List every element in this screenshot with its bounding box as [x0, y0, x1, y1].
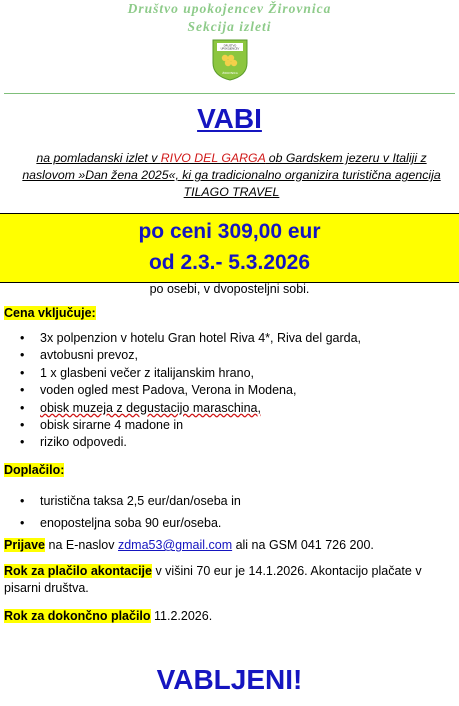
list-item: • 1 x glasbeni večer z italijanskim hrano,: [20, 365, 254, 380]
svg-text:UPOKOJENCEV: UPOKOJENCEV: [220, 47, 239, 51]
list-item: • turistična taksa 2,5 eur/dan/oseba in: [20, 494, 241, 508]
organization-logo: [211, 39, 249, 81]
list-item: • voden ogled mest Padova, Verona in Modena,: [20, 383, 297, 398]
includes-list: [20, 330, 361, 452]
list-item: • enoposteljna soba 90 eur/oseba.: [20, 516, 222, 530]
list-item: • avtobusni prevoz,: [20, 348, 138, 363]
date-line: od 2.3.- 5.3.2026: [148, 251, 311, 274]
svg-text:DRUŠTVO: DRUŠTVO: [223, 44, 236, 48]
list-item: • obisk sirarne 4 madone in: [20, 418, 184, 433]
final-payment-info: Rok za dokončno plačilo 11.2.2026.: [4, 609, 213, 623]
org-name: Društvo upokojencev Žirovnica: [127, 1, 332, 16]
page-title: VABI: [197, 103, 262, 134]
registration-info: Prijave na E-naslov zdma53@gmail.com ali na GSM 041 726 200.: [4, 538, 374, 552]
list-item: • riziko odpovedi.: [20, 435, 127, 450]
price-banner: [0, 213, 459, 283]
email-link[interactable]: zdma53@gmail.com: [117, 538, 233, 552]
svg-text:ŽIROVNICA: ŽIROVNICA: [221, 71, 238, 75]
closing-text: VABLJENI!: [156, 664, 303, 695]
list-item: • 3x polpenzion v hotelu Gran hotel Riva 4*, Riva del garda,: [20, 331, 362, 345]
includes-heading: Cena vključuje:: [4, 306, 96, 320]
invitation-subtitle: na pomladanski izlet v RIVO DEL GARGA ob Gardskem jezeru v Italiji z naslovom »Dan žena 2025«, ki ga tradicionalno organizira turistična agencija TILAGO TRAVEL: [22, 151, 441, 199]
list-item: • obisk muzeja z degustacijo maraschina,: [20, 400, 261, 415]
price-note: po osebi, v dvoposteljni sobi.: [149, 282, 310, 296]
org-section: Sekcija izleti: [187, 19, 272, 34]
extra-list: [20, 490, 241, 534]
header-divider: [4, 93, 455, 94]
deposit-info: Rok za plačilo akontacije v višini 70 eur je 14.1.2026. Akontacijo plačate v pisarni društva.: [4, 564, 422, 595]
price-line: po ceni 309,00 eur: [138, 220, 321, 243]
extra-heading: Doplačilo:: [4, 463, 65, 477]
